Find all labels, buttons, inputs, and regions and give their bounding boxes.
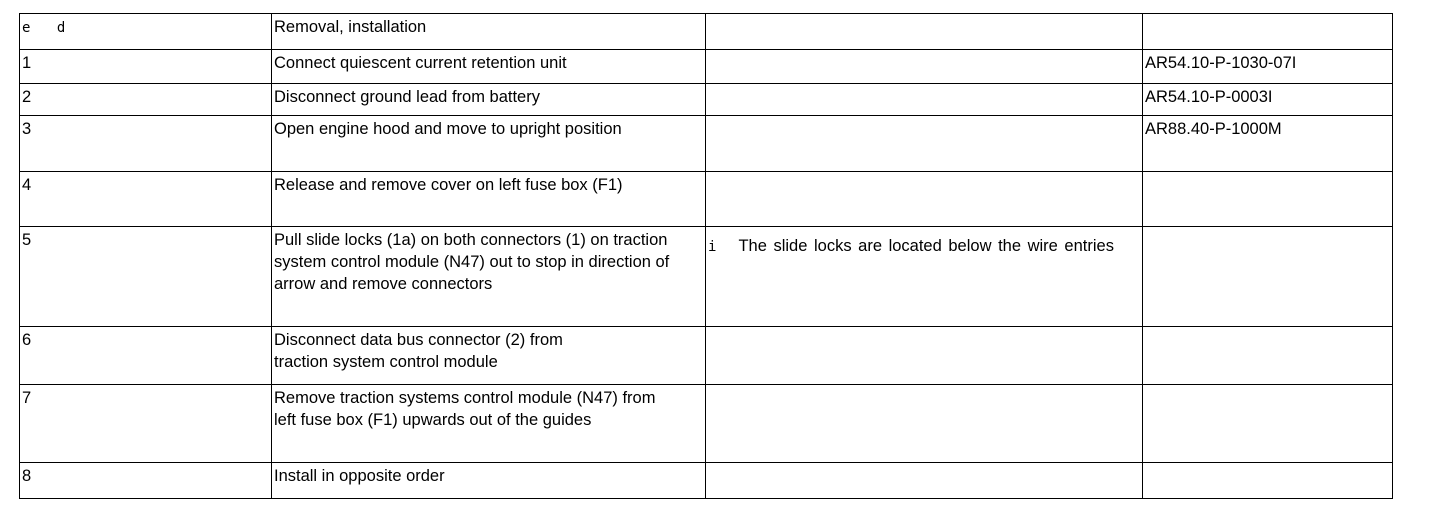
step-action: Install in opposite order [272,463,706,499]
step-number: 1 [20,50,272,84]
step-note: i The slide locks are located below the wire entries [706,227,1143,327]
step-action: Release and remove cover on left fuse box (F1) [272,172,706,227]
step-action: Disconnect data bus connector (2) from traction system control module [272,327,706,385]
table-row [20,50,1393,84]
step-reference [1143,463,1393,499]
table-row [20,227,1393,327]
step-number: 7 [20,385,272,463]
table-row [20,463,1393,499]
step-reference [1143,385,1393,463]
step-reference [1143,227,1393,327]
step-reference [1143,172,1393,227]
step-reference: AR54.10-P-0003I [1143,84,1393,116]
header-col3 [706,14,1143,50]
step-action: Disconnect ground lead from battery [272,84,706,116]
procedure-table [19,13,1393,499]
step-number: 5 [20,227,272,327]
table-row [20,327,1393,385]
header-col1: e d [20,14,272,50]
step-note [706,385,1143,463]
table-row [20,385,1393,463]
step-reference: AR54.10-P-1030-07I [1143,50,1393,84]
step-action: Open engine hood and move to upright position [272,116,706,172]
header-row [20,14,1393,50]
step-note [706,116,1143,172]
step-note [706,172,1143,227]
step-action: Connect quiescent current retention unit [272,50,706,84]
step-reference [1143,327,1393,385]
step-note [706,50,1143,84]
step-reference: AR88.40-P-1000M [1143,116,1393,172]
step-note [706,463,1143,499]
step-note [706,327,1143,385]
step-number: 3 [20,116,272,172]
step-action: Pull slide locks (1a) on both connectors (1) on traction system control module (N47) out to stop in direction of arrow and remove connectors [272,227,706,327]
step-note [706,84,1143,116]
step-number: 6 [20,327,272,385]
step-number: 8 [20,463,272,499]
header-col4 [1143,14,1393,50]
step-action: Remove traction systems control module (N47) from left fuse box (F1) upwards out of the guides [272,385,706,463]
step-number: 2 [20,84,272,116]
step-number: 4 [20,172,272,227]
info-icon: i [708,239,717,255]
header-col2: Removal, installation [272,14,706,50]
table-row [20,84,1393,116]
table-row [20,116,1393,172]
table-row [20,172,1393,227]
